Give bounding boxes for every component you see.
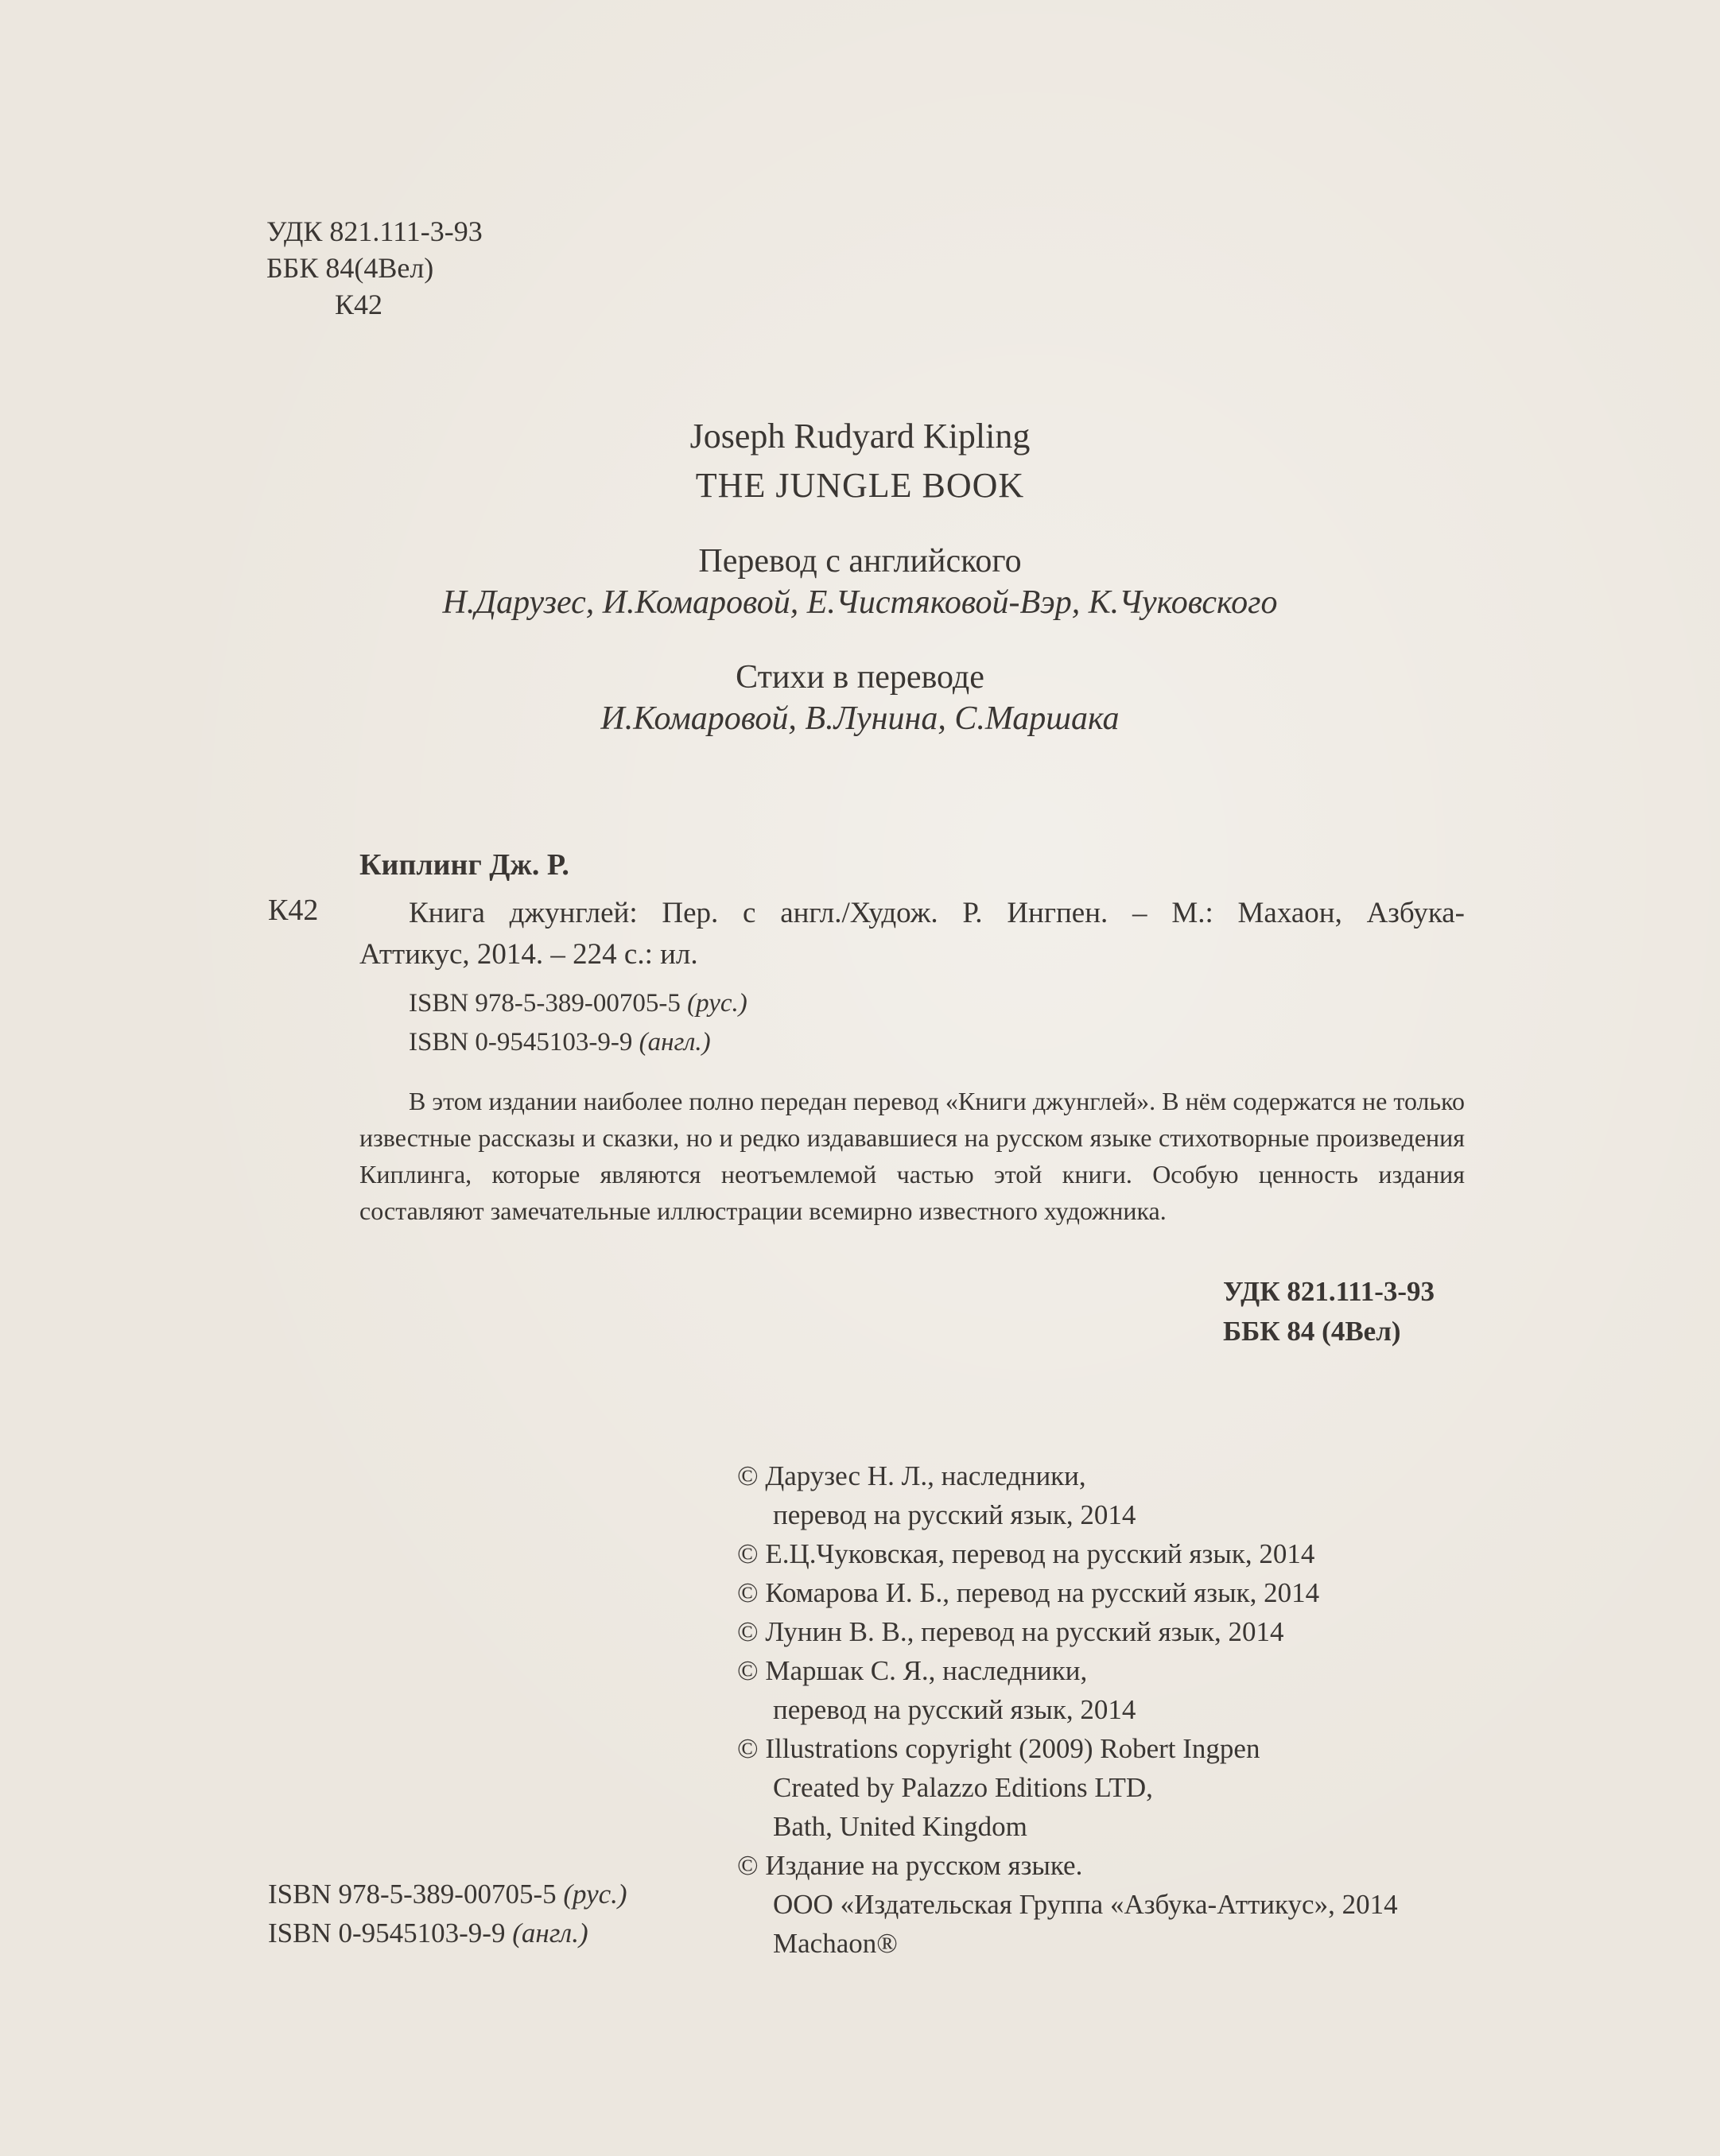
isbn-en: ISBN 0-9545103-9-9 (409, 1028, 633, 1057)
verse-translators-list: И.Комаровой, В.Лунина, С.Маршака (600, 700, 1120, 737)
copyright-block (737, 1456, 1398, 1963)
translation-heading: Перевод с английского (698, 543, 1022, 580)
catalog-bbk: ББК 84 (4Вел) (1223, 1316, 1401, 1347)
isbn-ru-line (409, 984, 747, 1023)
description-line-1: Книга джунглей: Пер. с англ./Худож. Р. Ингпен. – М.: Махаон, Азбука- (409, 897, 1465, 929)
copyright-line: © Дарузес Н. Л., наследники, (737, 1460, 1086, 1491)
verses-heading: Стихи в переводе (736, 659, 984, 696)
isbn-bottom-ru-line (268, 1875, 627, 1914)
description-line-2: Аттикус, 2014. – 224 с.: ил. (359, 938, 698, 971)
author-mark: К42 (335, 289, 383, 320)
isbn-ru: ISBN 978-5-389-00705-5 (409, 989, 681, 1018)
annotation (359, 1083, 1465, 1229)
isbn-bottom-en-note: (англ.) (512, 1918, 588, 1949)
annotation-text: В этом издании наиболее полно передан перевод «Книги джунглей». В нём содержатся не только известные рассказы и сказки, но и редко издававшиеся на русском языке стихотворные произведения Киплинга, которые являются неотъемлемой частью этой книги. Особую ценность издания составляют замечательные иллюстрации всемирно известного художника. (359, 1087, 1465, 1225)
classification-top (266, 213, 483, 323)
isbn-ru-note: (рус.) (687, 989, 747, 1018)
isbn-bottom-en-line (268, 1914, 627, 1952)
copyright-line-continued: Machaon® (773, 1928, 898, 1959)
catalog-isbn (409, 984, 747, 1062)
catalog-code: К42 (268, 894, 319, 927)
isbn-en-note: (англ.) (639, 1028, 711, 1057)
copyright-line: © Издание на русском языке. (737, 1850, 1083, 1881)
title-block (0, 412, 1720, 510)
verses-block (0, 657, 1720, 739)
copyright-line-continued: Created by Palazzo Editions LTD, (773, 1772, 1153, 1803)
udk-code: УДК 821.111-3-93 (266, 215, 483, 247)
isbn-en-line (409, 1023, 747, 1062)
copyright-line-continued: перевод на русский язык, 2014 (773, 1694, 1136, 1725)
book-title-en: THE JUNGLE BOOK (695, 466, 1025, 505)
catalog-description (359, 893, 1465, 975)
copyright-line: © Комарова И. Б., перевод на русский язык, 2014 (737, 1577, 1320, 1608)
author-name-en: Joseph Rudyard Kipling (689, 417, 1031, 456)
catalog-author: Киплинг Дж. Р. (359, 848, 569, 882)
catalog-classification (1223, 1272, 1435, 1351)
copyright-line: © Маршак С. Я., наследники, (737, 1655, 1088, 1686)
translation-block (0, 541, 1720, 623)
copyright-line: © Е.Ц.Чуковская, перевод на русский язык, 2014 (737, 1538, 1315, 1569)
copyright-line-continued: перевод на русский язык, 2014 (773, 1499, 1136, 1530)
copyright-line: © Лунин В. В., перевод на русский язык, 2014 (737, 1616, 1284, 1647)
isbn-bottom-ru: ISBN 978-5-389-00705-5 (268, 1879, 557, 1910)
copyright-line-continued: ООО «Издательская Группа «Азбука-Аттикус», 2014 (773, 1889, 1398, 1920)
catalog-udk: УДК 821.111-3-93 (1223, 1276, 1435, 1307)
isbn-bottom-ru-note: (рус.) (563, 1879, 627, 1910)
copyright-line: © Illustrations copyright (2009) Robert Ingpen (737, 1733, 1260, 1764)
bbk-code: ББК 84(4Вел) (266, 252, 434, 284)
translators-list: Н.Дарузес, И.Комаровой, Е.Чистяковой-Вэр, К.Чуковского (442, 584, 1278, 621)
isbn-bottom (268, 1875, 627, 1952)
copyright-line-continued: Bath, United Kingdom (773, 1811, 1027, 1842)
isbn-bottom-en: ISBN 0-9545103-9-9 (268, 1918, 506, 1949)
